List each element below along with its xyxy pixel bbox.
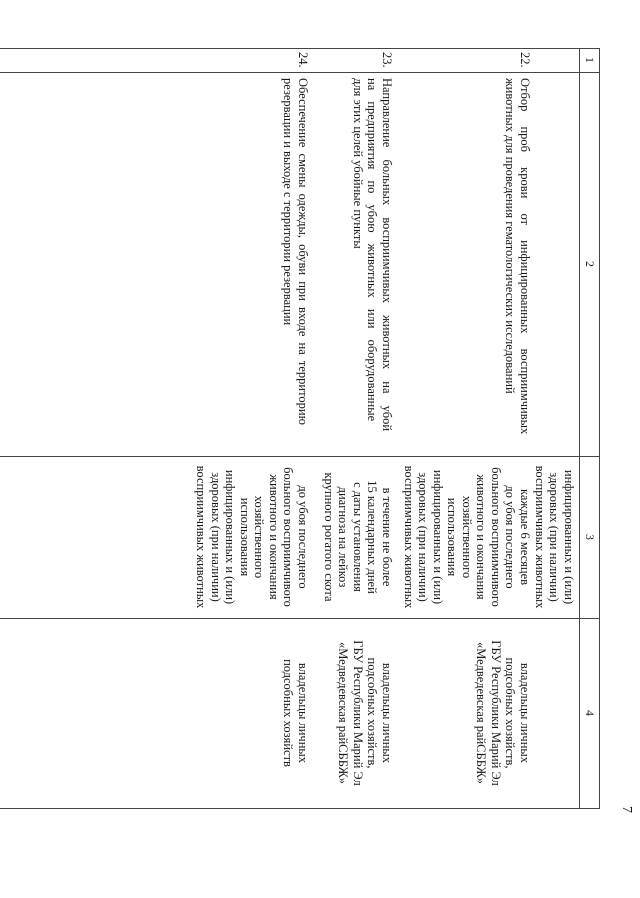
header-col-3: 3 (583, 534, 597, 540)
col-divider-3 (0, 618, 600, 619)
row-24-measure: Обеспечение смены одежды, обуви при входе на территорию резервации и выходе с территории резервации (281, 78, 310, 425)
carryover-term: инфицированных и (или) здоровых (при наличии) восприимчивых животных (533, 465, 576, 609)
row-23-number: 23. (380, 52, 394, 68)
header-col-1: 1 (583, 57, 597, 63)
row-22-number: 22. (518, 52, 532, 68)
col-divider-2 (0, 456, 600, 457)
row-24-term: до убоя последнего больного восприимчивого животного и окончания хозяйственного использования инфицированных и (или) здоровых (при наличии) восприимчивых животных (194, 465, 310, 609)
header-col-2: 2 (583, 261, 597, 267)
page-number: 7 (619, 806, 634, 813)
measures-table (0, 48, 600, 808)
table-right-border (0, 808, 600, 809)
table-left-border (0, 48, 600, 49)
row-24-number: 24. (296, 52, 310, 68)
row-22-responsible: владельцы личных подсобных хозяйств, ГБУ Республики Марий Эл «Медведевская райСББЖ» (474, 640, 532, 786)
row-23-responsible: владельцы личных подсобных хозяйств, ГБУ Республики Марий Эл «Медведевская райСББЖ» (336, 640, 394, 786)
row-22-measure: Отбор проб крови от инфицированных восприимчивых животных для проведения гематологических исследований (503, 78, 532, 435)
row-23-measure: Направление больных восприимчивых животных на убой на предприятия по убою животных или оборудованные для этих целей убойные пункты (351, 78, 394, 432)
row-24-responsible: владельцы личных подсобных хозяйств (281, 659, 310, 767)
row-23-term: в течение не более 15 календарных дней с даты установления диагноза на лейкоз крупного рогатого скота (322, 472, 394, 602)
row-22-term: каждые 6 месяцев до убоя последнего больного восприимчивого животного и окончания хозяйственного использования инфицированных и (или) здоровых (при наличии) восприимчивых животных (402, 465, 532, 609)
header-col-4: 4 (583, 710, 597, 716)
